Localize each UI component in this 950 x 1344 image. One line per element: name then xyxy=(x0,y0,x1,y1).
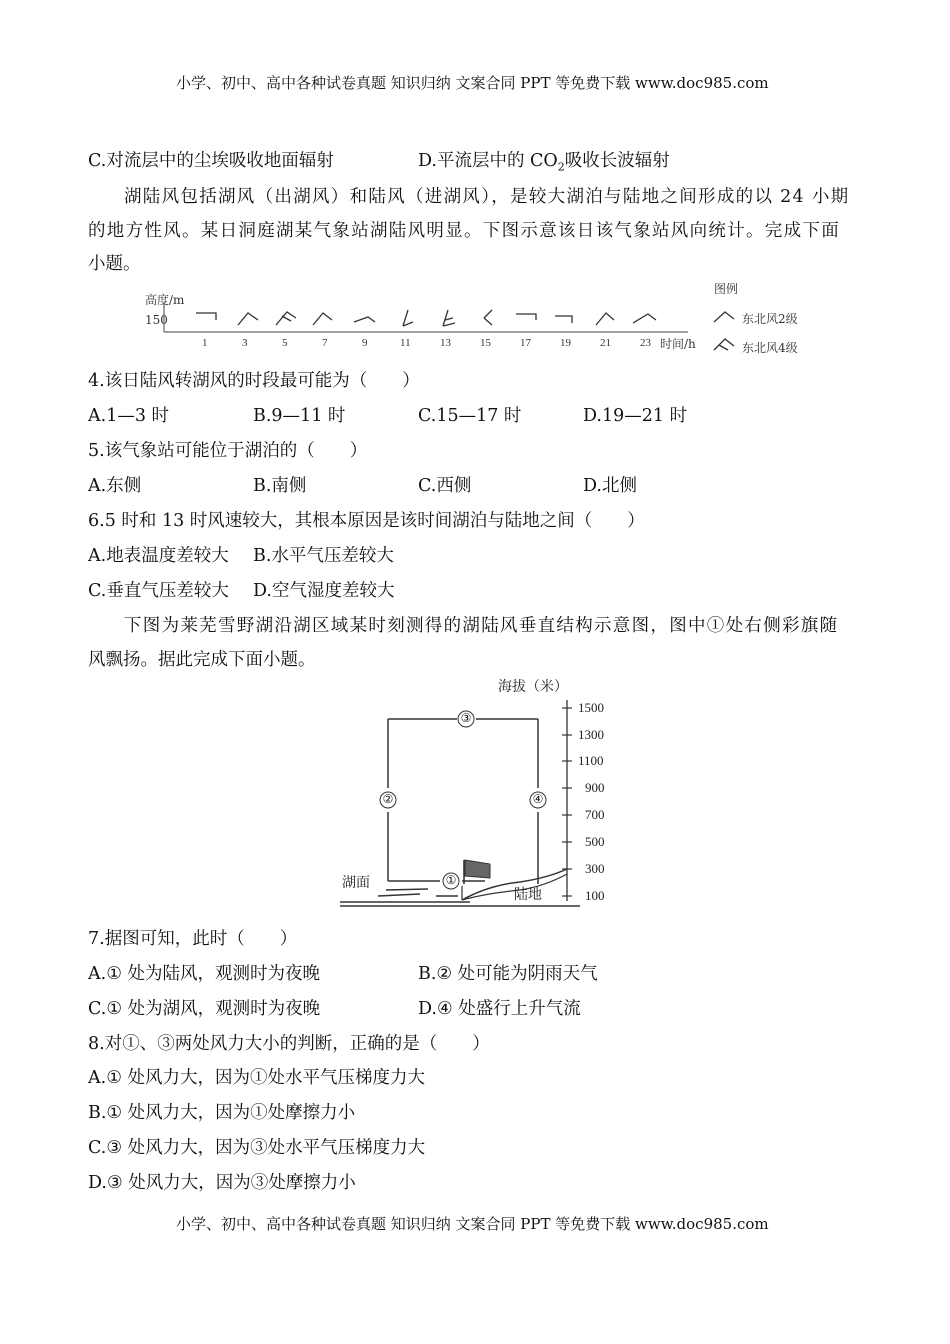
x-tick: 21 xyxy=(600,337,611,349)
x-tick: 15 xyxy=(480,337,491,349)
option-d-prev: D.平流层中的 $CO_2$吸收长波辐射 xyxy=(418,151,670,174)
x-tick: 9 xyxy=(362,337,368,349)
altitude-label: 500 xyxy=(585,834,605,849)
question-7-stem: 7.据图可知，此时（ ） xyxy=(88,929,298,949)
page-header: 小学、初中、高中各种试卷真题 知识归纳 文案合同 PPT 等免费下载 www.doc985.com xyxy=(176,74,769,92)
q7-option-d: D.④ 处盛行上升气流 xyxy=(418,999,581,1019)
altitude-label: 1500 xyxy=(578,700,604,715)
q7-option-a: A.① 处为陆风，观测时为夜晚 xyxy=(88,964,320,984)
altitude-label: 1100 xyxy=(578,753,604,768)
q6-option-d: D.空气湿度差较大 xyxy=(253,581,395,601)
altitude-label: 1300 xyxy=(578,727,604,742)
q4-option-c: C.15—17 时 xyxy=(418,406,522,426)
x-tick: 3 xyxy=(242,337,248,349)
x-tick: 11 xyxy=(400,337,411,349)
question-4-stem: 4.该日陆风转湖风的时段最可能为（ ） xyxy=(88,371,420,391)
q5-option-c: C.西侧 xyxy=(418,476,472,496)
x-tick: 23 xyxy=(640,337,651,349)
land-label: 陆地 xyxy=(514,887,542,903)
altitude-label: 100 xyxy=(585,888,605,903)
q4-option-a: A.1—3 时 xyxy=(88,406,170,426)
q8-option-b: B.① 处风力大，因为①处摩擦力小 xyxy=(88,1103,356,1123)
question-6-stem: 6.5 时和 13 时风速较大，其根本原因是该时间湖泊与陆地之间（ ） xyxy=(88,511,645,531)
x-tick: 5 xyxy=(282,337,288,349)
passage1-line1: 湖陆风包括湖风（出湖风）和陆风（进湖风），是较大湖泊与陆地之间形成的以 24 小期 xyxy=(124,187,850,207)
q5-option-b: B.南侧 xyxy=(253,476,307,496)
legend-item-4: 东北风4级 xyxy=(742,341,798,355)
page-footer: 小学、初中、高中各种试卷真题 知识归纳 文案合同 PPT 等免费下载 www.doc985.com xyxy=(176,1215,769,1233)
question-8-stem: 8.对①、③两处风力大小的判断，正确的是（ ） xyxy=(88,1034,490,1054)
passage1-line3: 小题。 xyxy=(88,254,141,274)
q6-option-a: A.地表温度差较大 xyxy=(88,546,229,566)
q4-option-d: D.19—21 时 xyxy=(583,406,688,426)
q8-option-c: C.③ 处风力大，因为③处水平气压梯度力大 xyxy=(88,1138,426,1158)
passage2-line1: 下图为莱芜雪野湖沿湖区域某时刻测得的湖陆风垂直结构示意图，图中①处右侧彩旗随 xyxy=(124,616,839,636)
q5-option-a: A.东侧 xyxy=(88,476,142,496)
marker-2: ② xyxy=(382,792,394,806)
passage1-line2: 的地方性风。某日洞庭湖某气象站湖陆风明显。下图示意该日该气象站风向统计。完成下面 xyxy=(88,221,840,241)
q4-option-b: B.9—11 时 xyxy=(253,406,346,426)
legend-item-2: 东北风2级 xyxy=(742,312,798,326)
diagram-axis-title: 海拔（米） xyxy=(498,679,568,695)
lake-surface-label: 湖面 xyxy=(342,875,370,891)
q8-option-d: D.③ 处风力大，因为③处摩擦力小 xyxy=(88,1173,356,1193)
x-tick: 13 xyxy=(440,337,451,349)
marker-4: ④ xyxy=(532,792,544,806)
chart-y-value: 150 xyxy=(145,313,168,327)
q7-option-b: B.② 处可能为阴雨天气 xyxy=(418,964,598,984)
marker-3: ③ xyxy=(460,711,472,725)
x-tick: 7 xyxy=(322,337,328,349)
altitude-label: 300 xyxy=(585,861,605,876)
legend-title: 图例 xyxy=(714,282,739,296)
x-tick: 19 xyxy=(560,337,571,349)
x-tick: 17 xyxy=(520,337,531,349)
chart-xlabel: 时间/h xyxy=(660,337,696,351)
passage2-line2: 风飘扬。据此完成下面小题。 xyxy=(88,650,316,670)
x-tick: 1 xyxy=(202,337,208,349)
option-c-prev: C.对流层中的尘埃吸收地面辐射 xyxy=(88,151,334,171)
chart-ylabel: 高度/m xyxy=(145,293,185,307)
q6-option-b: B.水平气压差较大 xyxy=(253,546,394,566)
altitude-label: 900 xyxy=(585,780,605,795)
q6-option-c: C.垂直气压差较大 xyxy=(88,581,229,601)
altitude-label: 700 xyxy=(585,807,605,822)
q8-option-a: A.① 处风力大，因为①处水平气压梯度力大 xyxy=(88,1068,425,1088)
q5-option-d: D.北侧 xyxy=(583,476,637,496)
marker-1: ① xyxy=(445,873,457,887)
q7-option-c: C.① 处为湖风，观测时为夜晚 xyxy=(88,999,321,1019)
question-5-stem: 5.该气象站可能位于湖泊的（ ） xyxy=(88,441,368,461)
